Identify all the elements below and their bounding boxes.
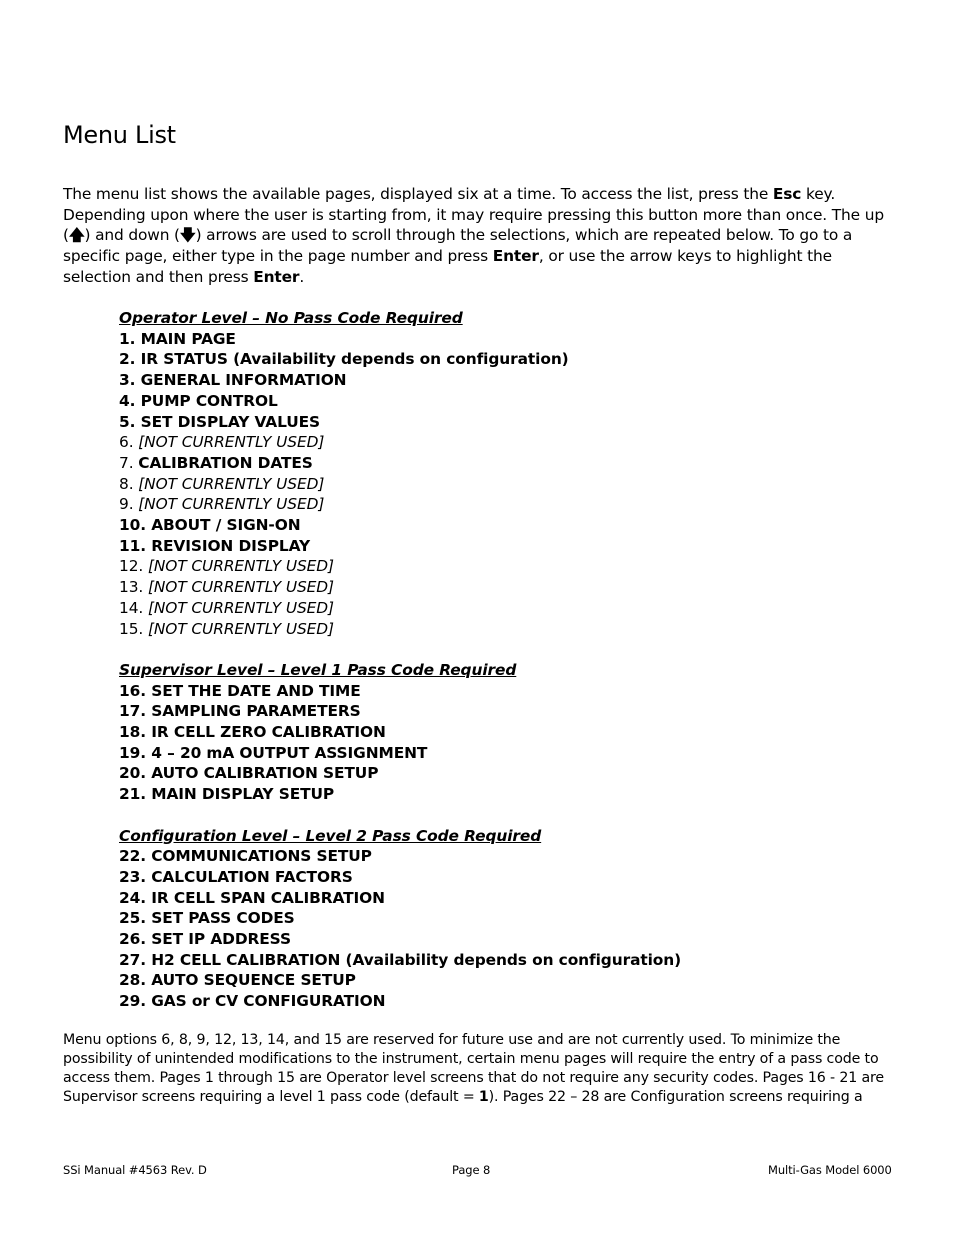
menu-list-item: [119, 784, 899, 805]
menu-item-label: GENERAL INFORMATION: [140, 371, 347, 390]
menu-item-label: CALCULATION FACTORS: [151, 867, 353, 886]
menu-item-number: 2.: [119, 350, 136, 369]
intro-text-4: ) arrows are used to scroll through the selections, which are repeated below. To go to a specific page, either type in the page number and press: [63, 226, 853, 266]
menu-item-label: SAMPLING PARAMETERS: [151, 702, 361, 721]
menu-item-label: AUTO SEQUENCE SETUP: [151, 971, 356, 990]
menu-item-number: 24.: [119, 888, 146, 907]
menu-list-item: [119, 412, 899, 433]
menu-list-item: [119, 453, 899, 474]
menu-list-item: [119, 681, 899, 702]
menu-list-item: [119, 701, 899, 722]
menu-item-number: 11.: [119, 536, 146, 555]
menu-list-item: [119, 370, 899, 391]
menu-item-number: 4.: [119, 391, 136, 410]
closing-paragraph: [63, 1031, 898, 1107]
menu-item-number: 15.: [119, 619, 144, 638]
menu-item-number: 5.: [119, 412, 136, 431]
intro-paragraph: [63, 184, 893, 288]
section-heading: Operator Level – No Pass Code Required: [119, 309, 463, 327]
menu-item-label: [NOT CURRENTLY USED]: [147, 598, 334, 617]
menu-list-item: [119, 991, 899, 1012]
menu-list-item: [119, 888, 899, 909]
menu-item-label: SET DISPLAY VALUES: [140, 412, 321, 431]
esc-key-label: Esc: [772, 185, 802, 203]
menu-list-item: [119, 867, 899, 888]
menu-item-number: 22.: [119, 847, 146, 866]
menu-item-label: [NOT CURRENTLY USED]: [138, 474, 325, 493]
menu-item-label: PUMP CONTROL: [140, 391, 278, 410]
menu-item-number: 27.: [119, 950, 146, 969]
menu-item-number: 1.: [119, 329, 136, 348]
menu-list-item: [119, 743, 899, 764]
section-heading: Configuration Level – Level 2 Pass Code Required: [119, 826, 542, 845]
menu-item-number: 7.: [119, 453, 134, 472]
menu-list-item: [119, 515, 899, 536]
menu-item-label: COMMUNICATIONS SETUP: [151, 847, 372, 866]
menu-item-label: MAIN PAGE: [140, 329, 236, 348]
section-heading: Supervisor Level – Level 1 Pass Code Required: [119, 660, 517, 679]
footer-page-number: Page 8: [452, 1163, 491, 1177]
menu-list-item: [119, 950, 899, 971]
menu-item-label: [NOT CURRENTLY USED]: [147, 578, 334, 597]
menu-section: [119, 660, 899, 805]
menu-list-item: [119, 474, 899, 495]
footer-manual-id: SSi Manual #4563 Rev. D: [63, 1163, 207, 1177]
menu-item-label: CALIBRATION DATES: [138, 453, 313, 472]
menu-list-item: [119, 929, 899, 950]
menu-item-label: [NOT CURRENTLY USED]: [147, 619, 334, 638]
menu-item-label: MAIN DISPLAY SETUP: [151, 785, 335, 804]
menu-item-number: 10.: [119, 516, 146, 535]
menu-list-item: [119, 494, 899, 515]
menu-item-label: [NOT CURRENTLY USED]: [138, 433, 325, 452]
menu-list-item: [119, 846, 899, 867]
menu-section: [119, 308, 899, 639]
enter-key-label: Enter: [253, 267, 300, 286]
menu-item-label: GAS or CV CONFIGURATION: [151, 992, 386, 1011]
menu-item-label: SET THE DATE AND TIME: [151, 681, 361, 700]
menu-list-item: [119, 536, 899, 557]
menu-item-number: 13.: [119, 578, 144, 597]
menu-list-item: [119, 598, 899, 619]
menu-item-number: 21.: [119, 785, 146, 804]
enter-key-label: Enter: [492, 247, 539, 266]
intro-text-6: .: [299, 267, 305, 286]
closing-text-1: Menu options 6, 8, 9, 12, 13, 14, and 15 are reserved for future use and are not currently used. To minimize the possibility of unintended modifications to the instrument, certain menu pages will require the entry of a pass code to access them. Pages 1 through 15 are Operator level screens that do not require any security codes. Pages 16 - 21 are Supervisor screens requiring a level 1 pass code (default =: [63, 1032, 884, 1105]
menu-item-label: IR CELL ZERO CALIBRATION: [151, 723, 386, 742]
menu-item-number: 25.: [119, 909, 146, 928]
menu-item-label: IR CELL SPAN CALIBRATION: [151, 888, 385, 907]
menu-list-item: [119, 432, 899, 453]
menu-item-number: 26.: [119, 930, 146, 949]
intro-text-1: The menu list shows the available pages, displayed six at a time. To access the list, press the: [63, 185, 773, 203]
menu-item-number: 17.: [119, 702, 146, 721]
menu-item-number: 16.: [119, 681, 146, 700]
menu-list-item: [119, 577, 899, 598]
menu-item-number: 19.: [119, 743, 146, 762]
menu-item-number: 20.: [119, 764, 146, 783]
menu-item-label: REVISION DISPLAY: [151, 536, 311, 555]
menu-list-item: [119, 763, 899, 784]
menu-item-label: H2 CELL CALIBRATION (Availability depends on configuration): [151, 950, 682, 969]
menu-list-item: [119, 619, 899, 640]
intro-text-2: key. Depending upon where the user is starting from, it may require pressing this button more than once. The up (: [63, 185, 884, 245]
menu-list-item: [119, 391, 899, 412]
menu-item-label: 4 – 20 mA OUTPUT ASSIGNMENT: [151, 743, 428, 762]
menu-list-item: [119, 329, 899, 350]
menu-item-label: SET IP ADDRESS: [151, 930, 291, 949]
menu-section: [119, 826, 899, 1012]
page-title: Menu List: [63, 121, 176, 149]
menu-item-label: SET PASS CODES: [151, 909, 295, 928]
menu-list-item: [119, 349, 899, 370]
menu-item-number: 29.: [119, 992, 146, 1011]
menu-item-number: 8.: [119, 474, 134, 493]
menu-item-label: [NOT CURRENTLY USED]: [138, 495, 325, 514]
default-pass-code: 1: [478, 1089, 489, 1105]
closing-text-2: ). Pages 22 – 28 are Configuration screens requiring a: [488, 1089, 863, 1105]
down-arrow-icon: 🡇: [179, 226, 196, 245]
menu-item-number: 9.: [119, 495, 134, 514]
menu-item-number: 18.: [119, 723, 146, 742]
menu-item-label: AUTO CALIBRATION SETUP: [151, 764, 379, 783]
footer-model: Multi-Gas Model 6000: [768, 1163, 892, 1177]
menu-item-label: IR STATUS (Availability depends on configuration): [140, 350, 569, 369]
menu-list-item: [119, 556, 899, 577]
menu-item-number: 6.: [119, 433, 134, 452]
menu-item-number: 14.: [119, 598, 144, 617]
menu-list-item: [119, 970, 899, 991]
up-arrow-icon: 🡅: [68, 226, 85, 245]
intro-text-3: ) and down (: [84, 226, 180, 245]
menu-sections: [119, 308, 899, 1033]
menu-item-number: 23.: [119, 867, 146, 886]
intro-text-5: , or use the arrow keys to highlight the selection and then press: [63, 247, 832, 286]
menu-item-number: 3.: [119, 371, 136, 390]
menu-item-number: 12.: [119, 557, 144, 576]
menu-item-number: 28.: [119, 971, 146, 990]
menu-item-label: [NOT CURRENTLY USED]: [147, 557, 334, 576]
menu-list-item: [119, 908, 899, 929]
menu-item-label: ABOUT / SIGN-ON: [151, 516, 301, 535]
menu-list-item: [119, 722, 899, 743]
